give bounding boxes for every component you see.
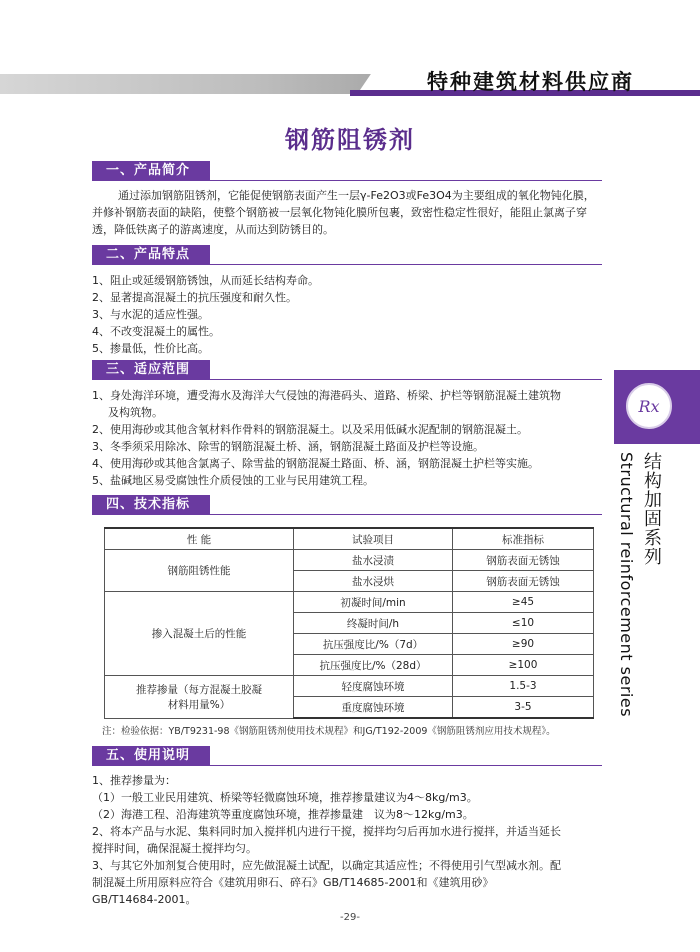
intro-paragraph: 通过添加钢筋阻锈剂，它能促使钢筋表面产生一层γ-Fe2O3或Fe3O4为主要组成的氧化物钝化膜，并修补钢筋表面的缺陷，使整个钢筋被一层氧化物钝化膜所包裹，致密性稳定性很好，能阻止氯离子穿透，降低铁离子的游离速度，从而达到防锈目的。 xyxy=(92,189,595,236)
list-item: 3、与其它外加剂复合使用时，应先做混凝土试配，以确定其适应性；不得使用引气型减水剂。配 xyxy=(92,859,561,872)
list-item: 搅拌时间，确保混凝土搅拌均匀。 xyxy=(92,842,257,855)
list-item: 1、身处海洋环境，遭受海水及海洋大气侵蚀的海港码头、道路、桥梁、护栏等钢筋混凝土建筑物 xyxy=(92,389,561,402)
list-item: 4、不改变混凝土的属性。 xyxy=(92,325,220,338)
group-label: 钢筋阻锈性能 xyxy=(105,550,294,592)
table-cell: 初凝时间/min xyxy=(294,592,453,613)
page-title: 钢筋阻锈剂 xyxy=(285,126,415,154)
column-header: 标准指标 xyxy=(453,528,594,550)
column-header: 试验项目 xyxy=(294,528,453,550)
list-item: 3、冬季须采用除冰、除雪的钢筋混凝土桥、涵，钢筋混凝土路面及护栏等设施。 xyxy=(92,440,484,453)
list-item: 2、将本产品与水泥、集料同时加入搅拌机内进行干搅，搅拌均匀后再加水进行搅拌，并适当延长 xyxy=(92,825,561,838)
scope-list xyxy=(92,387,602,489)
table-cell: ≥100 xyxy=(453,655,594,676)
table-row xyxy=(105,676,594,697)
table-cell: 钢筋表面无锈蚀 xyxy=(453,571,594,592)
list-item: 2、使用海砂或其他含氧材料作骨料的钢筋混凝土。以及采用低碱水泥配制的钢筋混凝土。 xyxy=(92,423,528,436)
list-item: （1）一般工业民用建筑、桥梁等轻微腐蚀环境，推荐掺量建议为4～8kg/m3。 xyxy=(92,791,478,804)
table-cell: 3-5 xyxy=(453,697,594,719)
side-series-title-en: Structural reinforcement series xyxy=(617,452,636,718)
page-number: -29- xyxy=(340,912,360,923)
section-heading-specs: 四、技术指标 xyxy=(92,495,210,515)
list-item: 制混凝土所用原料应符合《建筑用卵石、碎石》GB/T14685-2001和《建筑用砂》 xyxy=(92,876,494,889)
table-row xyxy=(105,550,594,571)
table-cell: ≥45 xyxy=(453,592,594,613)
header-supplier-title: 特种建筑材料供应商 xyxy=(427,70,634,94)
table-cell: 终凝时间/h xyxy=(294,613,453,634)
spec-table xyxy=(104,527,594,719)
features-list xyxy=(92,272,602,357)
table-cell: 盐水浸渍 xyxy=(294,550,453,571)
group-label: 推荐掺量（每方混凝土胶凝材料用量%） xyxy=(105,676,294,719)
list-item: 1、推荐掺量为： xyxy=(92,774,176,787)
table-header-row xyxy=(105,528,594,550)
table-cell: ≤10 xyxy=(453,613,594,634)
table-cell: 轻度腐蚀环境 xyxy=(294,676,453,697)
section-heading-scope: 三、适应范围 xyxy=(92,360,210,380)
column-header: 性 能 xyxy=(105,528,294,550)
list-item: 3、与水泥的适应性强。 xyxy=(92,308,209,321)
table-cell: 重度腐蚀环境 xyxy=(294,697,453,719)
table-cell: 钢筋表面无锈蚀 xyxy=(453,550,594,571)
group-label: 掺入混凝土后的性能 xyxy=(105,592,294,676)
list-item: 5、盐碱地区易受腐蚀性介质侵蚀的工业与民用建筑工程。 xyxy=(92,474,374,487)
table-cell: 盐水浸烘 xyxy=(294,571,453,592)
spec-note: 注：检验依据：YB/T9231-98《钢筋阻锈剂使用技术规程》和JG/T192-2009《钢筋阻锈剂应用技术规程》。 xyxy=(102,726,556,737)
side-series-title: 结构加固系列 xyxy=(641,452,662,566)
list-item: 1、阻止或延缓钢筋锈蚀，从而延长结构寿命。 xyxy=(92,274,319,287)
list-item: 4、使用海砂或其他含氯离子、除雪盐的钢筋混凝土路面、桥、涵，钢筋混凝土护栏等实施。 xyxy=(92,457,539,470)
list-item: 2、显著提高混凝土的抗压强度和耐久性。 xyxy=(92,291,297,304)
list-item: 5、掺量低，性价比高。 xyxy=(92,342,209,355)
table-cell: 1.5-3 xyxy=(453,676,594,697)
usage-list xyxy=(92,772,602,908)
section-heading-intro: 一、产品简介 xyxy=(92,161,210,181)
list-item: 及构筑物。 xyxy=(108,406,163,419)
brand-logo: Rx xyxy=(626,383,672,429)
list-item: （2）海港工程、沿海建筑等重度腐蚀环境，推荐掺量建 议为8～12kg/m3。 xyxy=(92,808,474,821)
table-row xyxy=(105,592,594,613)
table-cell: ≥90 xyxy=(453,634,594,655)
table-cell: 抗压强度比/%（7d） xyxy=(294,634,453,655)
table-cell: 抗压强度比/%（28d） xyxy=(294,655,453,676)
section-heading-usage: 五、使用说明 xyxy=(92,746,210,766)
section-heading-features: 二、产品特点 xyxy=(92,245,210,265)
list-item: GB/T14684-2001。 xyxy=(92,893,197,906)
